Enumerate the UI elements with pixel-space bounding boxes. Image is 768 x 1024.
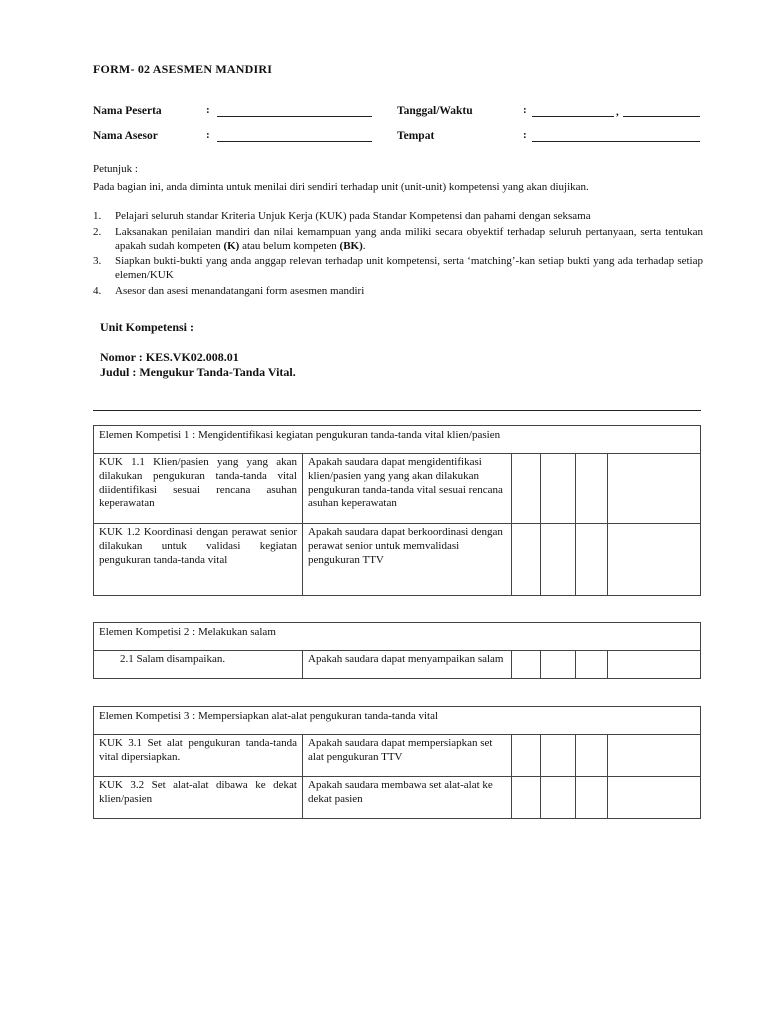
nama-peserta-label: Nama Peserta — [93, 105, 162, 117]
instruction-item — [93, 226, 703, 254]
nama-peserta-field[interactable] — [217, 104, 372, 117]
nama-asesor-colon: : — [206, 129, 210, 141]
instruction-text: atau belum kompeten — [239, 239, 340, 252]
answer-cell[interactable] — [512, 454, 541, 524]
kuk-text: 2.1 Salam disampaikan. — [94, 651, 303, 679]
instruction-text: . — [362, 239, 366, 252]
instruction-item — [93, 285, 703, 299]
answer-cell[interactable] — [608, 524, 701, 596]
instruction-item — [93, 255, 703, 283]
tanggal-waktu-label: Tanggal/Waktu — [397, 105, 473, 117]
instruction-text: Asesor dan asesi menandatangani form asesmen mandiri — [115, 284, 365, 297]
instruction-number: 4. — [93, 284, 102, 297]
tempat-label: Tempat — [397, 130, 435, 142]
instruction-number: 2. — [93, 225, 102, 238]
instruction-list — [93, 210, 703, 301]
answer-cell[interactable] — [576, 735, 608, 777]
question-text: Apakah saudara membawa set alat-alat ke dekat pasien — [303, 777, 512, 819]
element-title: Elemen Kompetisi 1 : Mengidentifikasi kegiatan pengukuran tanda-tanda vital klien/pasien — [94, 426, 701, 454]
answer-cell[interactable] — [541, 777, 576, 819]
question-text: Apakah saudara dapat menyampaikan salam — [303, 651, 512, 679]
tempat-field[interactable] — [532, 129, 700, 142]
tanggal-field[interactable] — [532, 104, 614, 117]
kuk-text: KUK 1.2 Koordinasi dengan perawat senior dilakukan untuk validasi kegiatan pengukuran tanda-tanda vital — [94, 524, 303, 596]
unit-judul: Judul : Mengukur Tanda-Tanda Vital. — [100, 365, 296, 379]
answer-cell[interactable] — [541, 735, 576, 777]
answer-cell[interactable] — [576, 454, 608, 524]
tanggal-separator: , — [616, 106, 619, 118]
answer-cell[interactable] — [512, 524, 541, 596]
petunjuk-label: Petunjuk : — [93, 163, 138, 175]
answer-cell[interactable] — [576, 524, 608, 596]
nama-peserta-colon: : — [206, 104, 210, 116]
element-title: Elemen Kompetisi 3 : Mempersiapkan alat-alat pengukuran tanda-tanda vital — [94, 707, 701, 735]
question-text: Apakah saudara dapat mengidentifikasi klien/pasien yang yang akan dilakukan pengukuran tanda-tanda vital sesuai rencana asuhan keperawatan — [303, 454, 512, 524]
question-text: Apakah saudara dapat berkoordinasi dengan perawat senior untuk memvalidasi pengukuran TTV — [303, 524, 512, 596]
question-text: Apakah saudara dapat mempersiapkan set alat pengukuran TTV — [303, 735, 512, 777]
kuk-text: KUK 3.1 Set alat pengukuran tanda-tanda vital dipersiapkan. — [94, 735, 303, 777]
form-title: FORM- 02 ASESMEN MANDIRI — [93, 62, 273, 76]
unit-nomor: Nomor : KES.VK02.008.01 — [100, 350, 239, 364]
waktu-field[interactable] — [623, 104, 700, 117]
instruction-item — [93, 210, 703, 224]
answer-cell[interactable] — [608, 777, 701, 819]
answer-cell[interactable] — [512, 651, 541, 679]
answer-cell[interactable] — [608, 735, 701, 777]
instruction-number: 3. — [93, 255, 102, 268]
instruction-number: 1. — [93, 210, 102, 222]
instruction-text: Siapkan bukti-bukti yang anda anggap relevan terhadap unit kompetensi, serta ‘matching’-kan setiap bukti yang ada terhadap setiap elemen/KUK — [115, 255, 703, 281]
answer-cell[interactable] — [608, 651, 701, 679]
kompeten-code: (K) — [223, 239, 240, 252]
element-title: Elemen Kompetisi 2 : Melakukan salam — [94, 623, 701, 651]
unit-kompetensi-label: Unit Kompetensi : — [100, 320, 194, 334]
instruction-text: Pelajari seluruh standar Kriteria Unjuk Kerja (KUK) pada Standar Kompetensi dan pahami dengan seksama — [115, 210, 591, 222]
tanggal-colon: : — [523, 104, 527, 116]
answer-cell[interactable] — [576, 777, 608, 819]
answer-cell[interactable] — [608, 454, 701, 524]
element-table-3 — [93, 706, 701, 819]
intro-text: Pada bagian ini, anda diminta untuk menilai diri sendiri terhadap unit (unit-unit) kompetensi yang akan diujikan. — [93, 181, 589, 193]
divider-line — [93, 410, 701, 411]
answer-cell[interactable] — [541, 454, 576, 524]
instruction-text: Laksanakan penilaian mandiri dan nilai kemampuan yang anda miliki secara obyektif terhadap seluruh pertanyaan, serta tentukan apakah sudah kompeten — [115, 225, 703, 252]
answer-cell[interactable] — [541, 524, 576, 596]
nama-asesor-label: Nama Asesor — [93, 130, 158, 142]
tempat-colon: : — [523, 129, 527, 141]
element-table-1 — [93, 425, 701, 596]
nama-asesor-field[interactable] — [217, 129, 372, 142]
belum-kompeten-code: (BK) — [339, 239, 363, 252]
answer-cell[interactable] — [541, 651, 576, 679]
answer-cell[interactable] — [512, 777, 541, 819]
kuk-text: KUK 1.1 Klien/pasien yang yang akan dilakukan pengukuran tanda-tanda vital diidentifikasi sesuai rencana asuhan keperawatan — [94, 454, 303, 524]
answer-cell[interactable] — [512, 735, 541, 777]
kuk-text: KUK 3.2 Set alat-alat dibawa ke dekat klien/pasien — [94, 777, 303, 819]
element-table-2 — [93, 622, 701, 679]
answer-cell[interactable] — [576, 651, 608, 679]
